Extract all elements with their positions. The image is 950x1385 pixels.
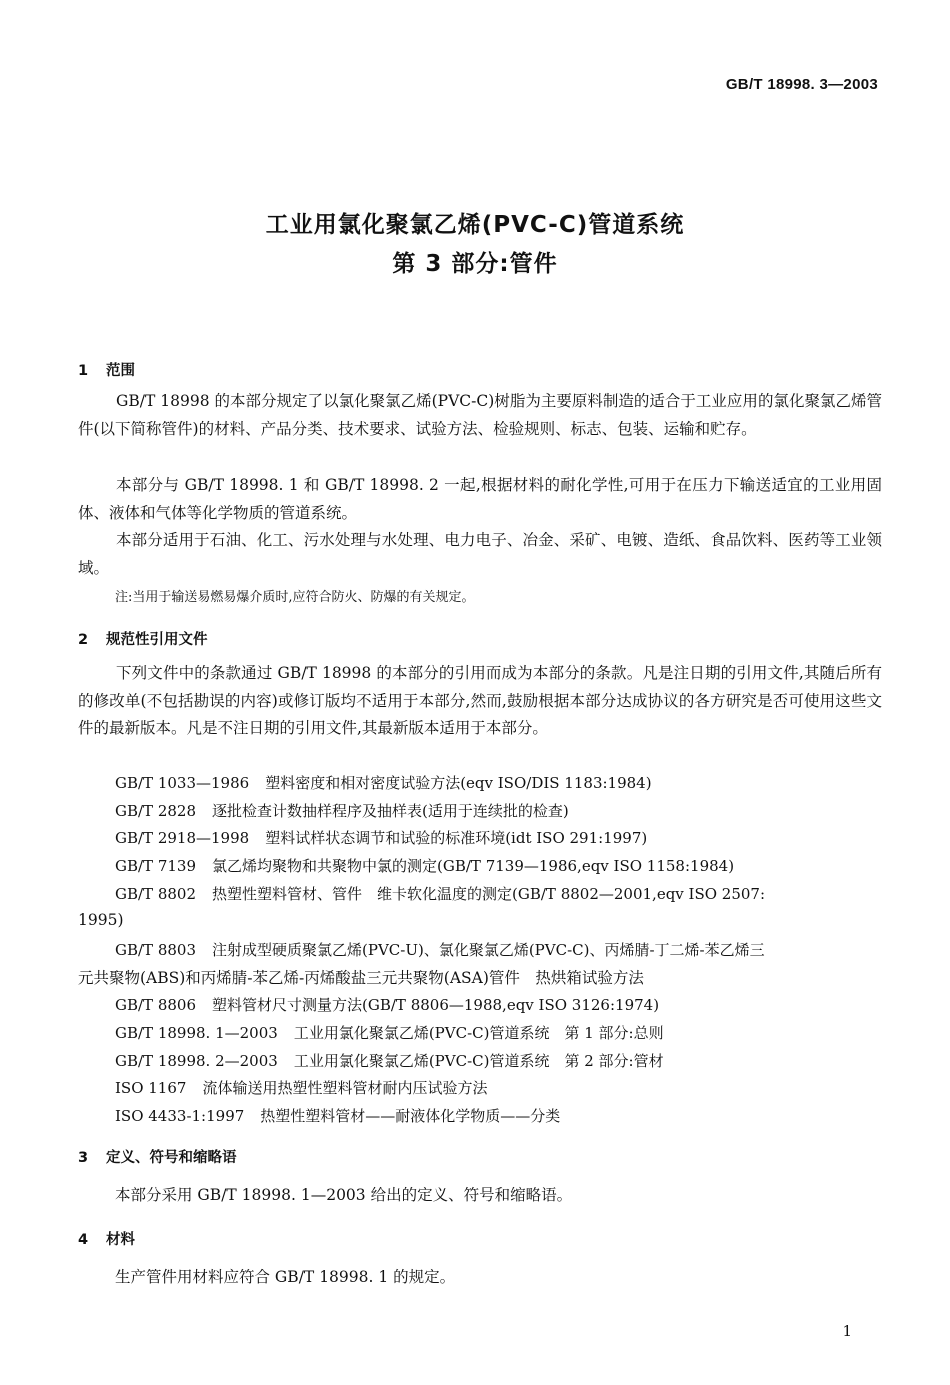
reference-item [115, 1105, 560, 1126]
reference-item [115, 1022, 664, 1043]
materials-text: 生产管件用材料应符合 GB/T 18998. 1 的规定。 [115, 1268, 456, 1286]
section-heading-normative-references [78, 628, 208, 649]
reference-title: 热塑性塑料管材、管件 维卡软化温度的测定(GB/T 8802—2001,eqv ISO 2507: [212, 885, 766, 903]
reference-title: 塑料试样状态调节和试验的标准环境(idt ISO 291:1997) [265, 829, 648, 847]
reference-title: 塑料密度和相对密度试验方法(eqv ISO/DIS 1183:1984) [265, 774, 652, 792]
reference-item [115, 855, 734, 876]
reference-code: GB/T 7139 [115, 857, 197, 875]
reference-item [115, 939, 765, 960]
reference-title: 逐批检查计数抽样程序及抽样表(适用于连续批的检查) [212, 802, 569, 820]
reference-code: GB/T 8802 [115, 885, 197, 903]
reference-item [115, 994, 659, 1015]
scope-note: 注:当用于输送易燃易爆介质时,应符合防火、防爆的有关规定。 [115, 590, 475, 605]
document-title: 工业用氯化聚氯乙烯(PVC-C)管道系统 [265, 212, 685, 238]
section-title: 范围 [106, 363, 135, 379]
section-number: 4 [78, 1232, 89, 1248]
section-title: 定义、符号和缩略语 [106, 1150, 237, 1166]
scope-paragraph-3: 本部分适用于石油、化工、污水处理与水处理、电力电子、冶金、采矿、电镀、造纸、食品饮料、医药等工业领域。 [78, 531, 882, 577]
reference-code: GB/T 2918—1998 [115, 829, 250, 847]
normative-intro: 下列文件中的条款通过 GB/T 18998 的本部分的引用而成为本部分的条款。凡是注日期的引用文件,其随后所有的修改单(不包括勘误的内容)或修订版均不适用于本部分,然而,鼓励根据本部分达成协议的各方研究是否可使用这些文件的最新版本。凡是不注日期的引用文件,其最新版本适用于本部分。 [78, 664, 882, 737]
section-number: 3 [78, 1150, 89, 1166]
reference-item [115, 827, 647, 848]
reference-title: 注射成型硬质聚氯乙烯(PVC-U)、氯化聚氯乙烯(PVC-C)、丙烯腈-丁二烯-苯乙烯三 [212, 941, 765, 959]
scope-paragraph-2: 本部分与 GB/T 18998. 1 和 GB/T 18998. 2 一起,根据材料的耐化学性,可用于在压力下输送适宜的工业用固体、液体和气体等化学物质的管道系统。 [78, 476, 882, 522]
reference-item [115, 772, 652, 793]
section-heading-definitions [78, 1146, 237, 1167]
reference-title: 塑料管材尺寸测量方法(GB/T 8806—1988,eqv ISO 3126:1974) [212, 996, 660, 1014]
section-heading-scope [78, 359, 135, 380]
section-number: 1 [78, 363, 89, 379]
reference-title: 工业用氯化聚氯乙烯(PVC-C)管道系统 第 1 部分:总则 [293, 1024, 664, 1042]
reference-item [115, 1077, 487, 1098]
section-number: 2 [78, 632, 89, 648]
reference-code: GB/T 1033—1986 [115, 774, 250, 792]
reference-title: 热塑性塑料管材——耐液体化学物质——分类 [260, 1107, 561, 1125]
reference-code: GB/T 18998. 1—2003 [115, 1024, 278, 1042]
reference-title: 工业用氯化聚氯乙烯(PVC-C)管道系统 第 2 部分:管材 [293, 1052, 664, 1070]
reference-code: ISO 4433-1:1997 [115, 1107, 245, 1125]
reference-code: GB/T 18998. 2—2003 [115, 1052, 278, 1070]
reference-continuation: 元共聚物(ABS)和丙烯腈-苯乙烯-丙烯酸盐三元共聚物(ASA)管件 热烘箱试验方法 [78, 969, 644, 987]
reference-continuation: 1995) [78, 911, 124, 929]
standard-code: GB/T 18998. 3—2003 [725, 76, 878, 93]
reference-item [115, 800, 569, 821]
reference-code: GB/T 8806 [115, 996, 197, 1014]
reference-code: ISO 1167 [115, 1079, 187, 1097]
reference-item [115, 1050, 664, 1071]
reference-code: GB/T 2828 [115, 802, 197, 820]
document-subtitle: 第 3 部分:管件 [392, 251, 558, 277]
section-title: 规范性引用文件 [106, 632, 208, 648]
definitions-text: 本部分采用 GB/T 18998. 1—2003 给出的定义、符号和缩略语。 [115, 1186, 573, 1204]
reference-code: GB/T 8803 [115, 941, 197, 959]
scope-paragraph-1: GB/T 18998 的本部分规定了以氯化聚氯乙烯(PVC-C)树脂为主要原料制造的适合于工业应用的氯化聚氯乙烯管件(以下简称管件)的材料、产品分类、技术要求、试验方法、检验规则、标志、包装、运输和贮存。 [78, 392, 882, 438]
page-number: 1 [842, 1322, 852, 1340]
reference-title: 流体输送用热塑性塑料管材耐内压试验方法 [202, 1079, 488, 1097]
reference-title: 氯乙烯均聚物和共聚物中氯的测定(GB/T 7139—1986,eqv ISO 1158:1984) [212, 857, 735, 875]
section-title: 材料 [106, 1232, 135, 1248]
section-heading-materials [78, 1228, 135, 1249]
reference-item [115, 883, 765, 904]
